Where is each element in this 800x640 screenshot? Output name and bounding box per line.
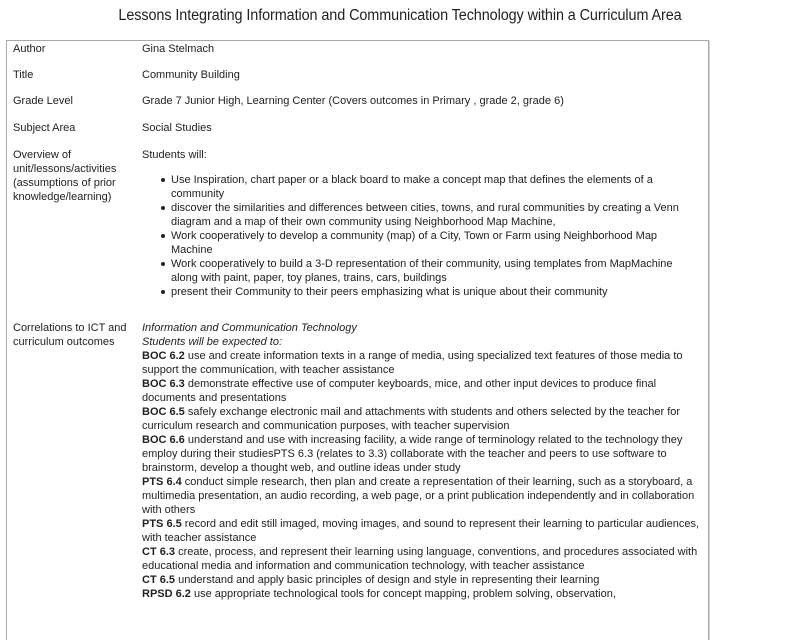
correlations-label: Correlations to ICT and curriculum outcomes — [13, 322, 127, 348]
outcome-item — [142, 587, 702, 601]
overview-intro: Students will: — [142, 149, 207, 161]
activity-item: discover the similarities and differences between cities, towns, and rural communities by creating a Venn diagram and a map of their own community using Neighborhood Map Machine, — [142, 201, 701, 229]
outcome-code: BOC 6.5 — [142, 406, 185, 418]
activity-list — [142, 173, 702, 299]
grade-level-value: Grade 7 Junior High, Learning Center (Covers outcomes in Primary , grade 2, grade 6) — [142, 95, 564, 107]
ict-subheading: Students will be expected to: — [142, 336, 283, 348]
outcome-code: CT 6.3 — [142, 546, 176, 558]
document-title: Lessons Integrating Information and Communication Technology within a Curriculum Area — [118, 7, 682, 24]
subject-area-value: Social Studies — [142, 122, 212, 134]
outcome-text: conduct simple research, then plan and create a representation of their learning, such as a storyboard, a multimedia presentation, an audio recording, a web page, or a print publication independently and in collaboration with others — [142, 476, 695, 516]
title-value: Community Building — [142, 69, 240, 81]
outcome-text: demonstrate effective use of computer keyboards, mice, and other input devices to produce final documents and presentations — [142, 378, 657, 404]
outcome-item — [142, 573, 702, 587]
outcome-text: understand and apply basic principles of design and style in representing their learning — [175, 574, 600, 586]
outcome-code: CT 6.5 — [142, 574, 176, 586]
activity-item: Work cooperatively to develop a community (map) of a City, Town or Farm using Neighborhood Map Machine — [142, 229, 701, 257]
outcome-code: RPSD 6.2 — [142, 588, 191, 600]
outcome-text: understand and use with increasing facility, a wide range of terminology related to the technology they employ during their studiesPTS 6.3 (relates to 3.3) collaborate with the teacher and peers to use software to brainstorm, develop a thought web, and outline ideas under study — [142, 434, 683, 474]
outcome-code: BOC 6.2 — [142, 350, 185, 362]
activity-item: Work cooperatively to build a 3-D representation of their community, using templates from MapMachine along with paint, paper, toy planes, trains, cars, buildings — [142, 257, 701, 285]
subject-area-label: Subject Area — [13, 122, 76, 134]
outcome-code: BOC 6.6 — [142, 434, 185, 446]
outcome-text: use appropriate technological tools for concept mapping, problem solving, observation, — [190, 588, 616, 600]
grade-level-label: Grade Level — [13, 95, 73, 107]
lesson-table — [6, 40, 709, 640]
outcome-item — [142, 475, 702, 517]
outcome-item — [142, 405, 702, 433]
title-label: Title — [13, 69, 34, 81]
outcome-text: create, process, and represent their learning using language, conventions, and procedures associated with educational media and information and communication technology, with teacher assistance — [142, 546, 698, 572]
overview-value — [142, 148, 702, 299]
outcome-code: PTS 6.4 — [142, 476, 182, 488]
outcome-item — [142, 433, 702, 475]
activity-item: Use Inspiration, chart paper or a black board to make a concept map that defines the elements of a community — [142, 173, 701, 201]
outcome-code: PTS 6.5 — [142, 518, 182, 530]
author-label: Author — [13, 43, 46, 55]
correlations-value — [142, 321, 702, 601]
outcome-text: safely exchange electronic mail and attachments with students and others selected by the teacher for curriculum research and communication purposes, with teacher supervision — [142, 406, 681, 432]
outcome-item — [142, 545, 702, 573]
overview-label: Overview of unit/lessons/activities (assumptions of prior knowledge/learning) — [13, 149, 117, 203]
outcome-item — [142, 349, 702, 377]
outcome-text: use and create information texts in a range of media, using specialized text features of those media to support the communication, with teacher assistance — [142, 350, 683, 376]
outcome-item — [142, 517, 702, 545]
outcome-code: BOC 6.3 — [142, 378, 185, 390]
outcome-item — [142, 377, 702, 405]
activity-item: present their Community to their peers emphasizing what is unique about their community — [142, 285, 701, 299]
author-value: Gina Stelmach — [142, 43, 215, 55]
outcome-text: record and edit still imaged, moving images, and sound to represent their learning to particular audiences, with teacher assistance — [142, 518, 700, 544]
ict-heading: Information and Communication Technology — [142, 322, 357, 334]
